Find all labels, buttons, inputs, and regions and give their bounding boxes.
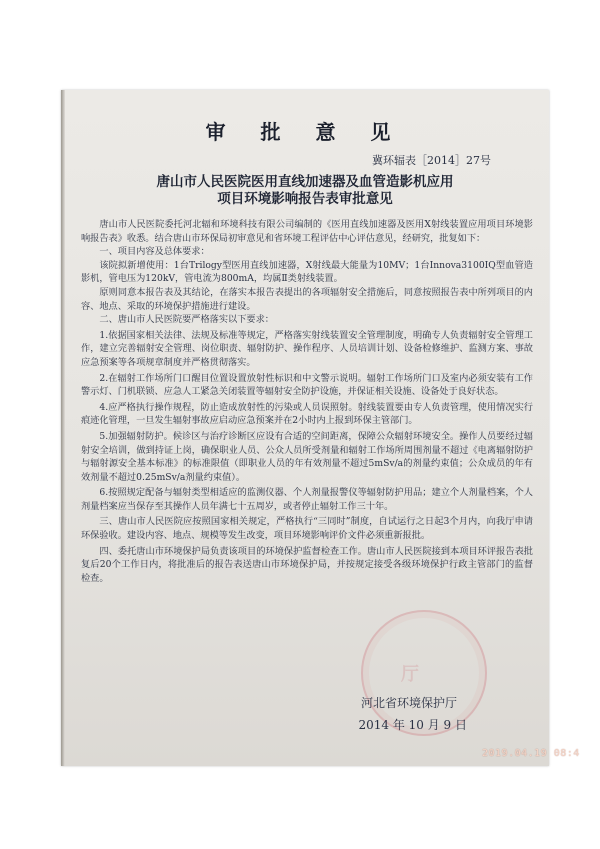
requirement-item-6: 6.按照规定配备与辐射类型相适应的监测仪器、个人剂量报警仪等辐射防护用品；建立个人剂量档案，个人剂量档案应当保存至其操作人员年满七十五周岁，或者停止辐射工作三十年。	[81, 487, 533, 512]
signature-date: 2014 年 10 月 9 日	[358, 718, 467, 732]
photo-timestamp: 2019.04.19 08:4	[482, 748, 580, 759]
seal-text: 厅	[401, 664, 419, 685]
paragraph: 原则同意本报告表及其结论，在落实本报告表提出的各项辐射安全措施后，同意按照报告表中所列项目的内容、地点、采取的环境保护措施进行建设。	[81, 286, 533, 312]
requirement-item-2: 2.在辐射工作场所门口醒目位置设置放射性标识和中文警示说明。辐射工作场所门口及室内必须安装有工作警示灯、门机联锁、应急人工紧急关闭装置等辐射安全防护设施，并保证相关设施、设备处于良好状态。	[81, 372, 533, 398]
requirement-item-1: 1.依据国家相关法律、法规及标准等规定，严格落实射线装置安全管理制度，明确专人负责辐射安全管理工作，建立完善辐射安全管理、岗位职责、辐射防护、操作程序、人员培训计划、设备检修维护、监测方案、事故应急预案等各项规章制度并严格贯彻落实。	[81, 329, 533, 368]
requirement-item-5: 5.加强辐射防护。候诊区与治疗诊断区应设有合适的空间距离，保障公众辐射环境安全。操作人员要经过辐射安全培训，做到持证上岗，确保职业人员、公众人员所受剂量和辐射工作场所周围剂量不超过《电离辐射防护与辐射源安全基本标准》的标准限值（即职业人员的年有效剂量不超过5mSv/a的剂量约束值；公众成员的年有效剂量不超过0.25mSv/a剂量约束值）。	[81, 430, 533, 483]
document-sheet	[61, 90, 549, 766]
document-number: 冀环辐表［2014］27号	[372, 154, 491, 167]
requirement-item-4: 4.应严格执行操作规程，防止造成放射性的污染或人员误照射。射线装置要由专人负责管理，使用情况实行痕迹化管理，一旦发生辐射事故应启动应急预案并在2小时内上报到环保主管部门。	[81, 401, 533, 427]
section-3-paragraph: 三、唐山市人民医院应按照国家相关规定，严格执行“三同时”制度，自试运行之日起3个月内，向我厅申请环保验收。建设内容、地点、规模等发生改变，项目环境影响评价文件必须重新报批。	[81, 516, 533, 542]
document-heading-line-1: 唐山市人民医院医用直线加速器及血管造影机应用	[156, 174, 454, 190]
intro-paragraph: 唐山市人民医院委托河北辐和环境科技有限公司编制的《医用直线加速器及医用X射线装置应用项目环境影响报告表》收悉。结合唐山市环保局初审意见和省环境工程评估中心评估意见，经研究，批复如下：	[81, 219, 533, 244]
signature-organization: 河北省环境保护厅	[360, 696, 457, 710]
document-title: 审 批 意 见	[205, 120, 405, 144]
document-heading-line-2: 项目环境影响报告表审批意见	[217, 191, 393, 207]
section-2-heading: 二、唐山市人民医院要严格落实以下要求：	[99, 314, 274, 326]
paragraph: 该院拟新增使用：1台Trilogy型医用直线加速器，X射线最大能量为10MV；1台Innova3100IQ型血管造影机，管电压为120kV，管电流为800mA，均属Ⅱ类射线装置。	[81, 259, 533, 285]
section-4-paragraph: 四、委托唐山市环境保护局负责该项目的环境保护监督检查工作。唐山市人民医院接到本项目环评报告表批复后20个工作日内，将批准后的报告表送唐山市环境保护局，并按规定接受各级环境保护行政主管部门的监督检查。	[81, 545, 533, 584]
section-1-heading: 一、项目内容及总体要求：	[99, 246, 210, 258]
document-body	[81, 218, 533, 585]
